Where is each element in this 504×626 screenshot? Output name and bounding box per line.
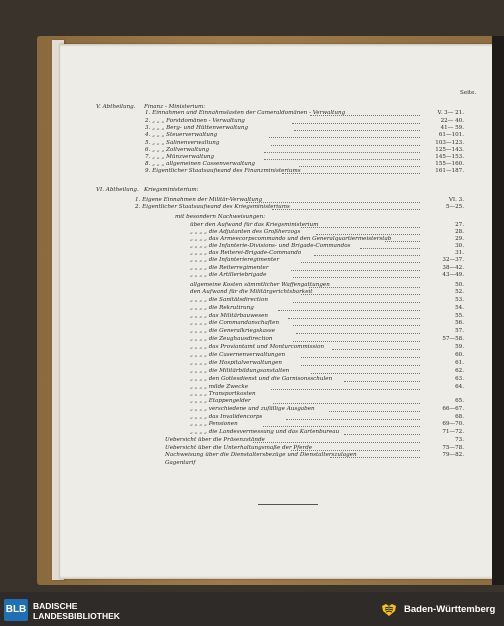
dot-leader xyxy=(264,158,420,160)
toc-entry: Uebersicht über die Präsenzstände xyxy=(165,437,265,443)
toc-page-number: 161—187. xyxy=(435,168,464,174)
toc-entry: Nachweisung über die Dienstaltersbezüge und Dienstalterszulagen xyxy=(165,452,357,458)
toc-page-number: 69—70. xyxy=(442,421,464,427)
toc-page-number: 5—25. xyxy=(445,204,464,210)
toc-entry: 3. „ „ „ Berg- und Hüttenverwaltung xyxy=(145,125,249,131)
toc-entry: allgemeine Kosten sämmtlicher Waffengattungen xyxy=(190,282,330,288)
dot-leader xyxy=(273,402,420,404)
toc-entry: 7. „ „ „ Münzverwaltung xyxy=(145,154,215,160)
toc-page-number: 52. xyxy=(455,289,464,295)
dot-leader xyxy=(293,276,420,278)
toc-page-number: 57. xyxy=(455,328,464,334)
toc-entry: 2. „ „ „ Forstdomänen - Verwaltung xyxy=(145,118,245,124)
toc-page-number: 155—160. xyxy=(435,161,464,167)
dot-leader xyxy=(309,286,420,288)
dot-leader xyxy=(272,208,420,210)
toc-page-number: 63. xyxy=(455,376,464,382)
state-name[interactable]: Baden-Württemberg xyxy=(404,604,496,615)
toc-page-number: 31. xyxy=(455,250,464,256)
toc-page-number: 54. xyxy=(455,305,464,311)
section-vi-label: VI. Abtheilung. xyxy=(96,187,139,193)
toc-page-number: 60. xyxy=(455,352,464,358)
toc-page-number: 50. xyxy=(455,282,464,288)
section-vi-title: Kriegsministerium: xyxy=(144,187,199,193)
toc-entry: 2. Eigentlicher Staatsaufwand des Kriegsministeriums xyxy=(135,204,290,210)
toc-page-number: 53. xyxy=(455,297,464,303)
toc-entry: Uebersicht über die Unterhaltungsmaße der Pferde xyxy=(165,445,313,451)
toc-page-number: VI. 3. xyxy=(448,197,464,203)
toc-entry: „ „ „ „ das Proviantamt und Monturcommission xyxy=(190,344,325,350)
toc-page-number: 73. xyxy=(455,437,464,443)
toc-entry: „ „ „ „ den Gottesdienst und die Garnisonsschulen xyxy=(190,376,333,382)
dot-leader xyxy=(310,114,420,116)
dot-leader xyxy=(282,172,420,174)
dot-leader xyxy=(301,226,420,228)
toc-entry: „ „ „ „ die Infanterie-Divisions- und Brigade-Commandos xyxy=(190,243,351,249)
toc-entry: 1. Eigene Einnahmen der Militär-Verwaltung xyxy=(135,197,263,203)
dot-leader xyxy=(291,449,420,451)
toc-page-number: 68. xyxy=(455,414,464,420)
dot-leader xyxy=(271,388,421,390)
toc-page-number: 75—78. xyxy=(442,445,464,451)
toc-entry: „ „ „ „ die Zeughausdirection xyxy=(190,336,273,342)
dot-leader xyxy=(291,269,420,271)
toc-entry: „ „ „ „ die Casernenverwaltungen xyxy=(190,352,286,358)
toc-entry: „ „ „ „ Transportkosten xyxy=(190,391,256,397)
book-spine xyxy=(492,36,504,585)
toc-entry: „ „ „ „ die Militärbildungsanstalten xyxy=(190,368,290,374)
toc-page-number: 43—49. xyxy=(442,272,464,278)
toc-entry: „ „ „ „ die Infanterieregimenter xyxy=(190,257,280,263)
toc-page-number: 64. xyxy=(455,384,464,390)
toc-entry: „ „ „ „ milde Zwecke xyxy=(190,384,249,390)
toc-page-number: 66—67. xyxy=(442,406,464,412)
toc-entry: „ „ „ „ die Landesvermessung und das Kartenbureau xyxy=(190,429,340,435)
dot-leader xyxy=(299,165,420,167)
dot-leader xyxy=(301,356,420,358)
toc-entry: „ „ „ „ die Artilleriebrigade xyxy=(190,272,267,278)
dot-leader xyxy=(296,332,420,334)
dot-leader xyxy=(288,317,420,319)
toc-page-number: 103—123. xyxy=(435,140,464,146)
toc-page-number: 22— 40. xyxy=(440,118,464,124)
dot-leader xyxy=(329,410,420,412)
toc-page-number: 32—37. xyxy=(442,257,464,263)
dot-leader xyxy=(294,129,420,131)
dot-leader xyxy=(344,433,420,435)
toc-entry: den Aufwand für die Militärgerichtsbarkeit xyxy=(190,289,313,295)
toc-entry: 1. Einnahmen und Einnahmslasten der Cameraldomänen - Verwaltung xyxy=(145,110,346,116)
toc-page-number: 38—42. xyxy=(442,265,464,271)
toc-entry: 6. „ „ „ Zollverwaltung xyxy=(145,147,210,153)
toc-entry: „ „ „ „ die Generalkriegskasse xyxy=(190,328,276,334)
toc-page-number: 71—72. xyxy=(442,429,464,435)
toc-page-number: V. 3— 21. xyxy=(437,110,464,116)
toc-page-number: 29. xyxy=(455,236,464,242)
dot-leader xyxy=(293,324,420,326)
toc-entry: „ „ „ „ die Reiterregimenter xyxy=(190,265,269,271)
dot-leader xyxy=(301,364,420,366)
toc-entry: 8. „ „ „ allgemeinen Cassenverwaltung xyxy=(145,161,256,167)
toc-page-number: 61—101. xyxy=(438,132,464,138)
page-column-header: Seite. xyxy=(460,90,477,96)
toc-entry: „ „ „ „ Pensionen xyxy=(190,421,238,427)
dot-leader xyxy=(360,247,420,249)
toc-entry: mit besondern Nachweisungen: xyxy=(175,214,266,220)
dot-leader xyxy=(293,301,420,303)
toc-entry: „ „ „ „ das Militärbauwesen xyxy=(190,313,269,319)
dot-leader xyxy=(253,441,420,443)
dot-leader xyxy=(314,254,420,256)
section-v-title: Finanz - Ministerium: xyxy=(144,104,206,110)
toc-page-number: 61. xyxy=(455,360,464,366)
dot-leader xyxy=(385,240,420,242)
toc-page-number: 79—82. xyxy=(442,452,464,458)
toc-entry: „ „ „ „ Etappengelder xyxy=(190,398,251,404)
dot-leader xyxy=(330,456,420,458)
toc-entry: „ „ „ „ die Sanitätsdirection xyxy=(190,297,268,303)
dot-leader xyxy=(271,144,420,146)
toc-page-number: 41— 59. xyxy=(440,125,464,131)
toc-page-number: 59. xyxy=(455,344,464,350)
dot-leader xyxy=(246,201,420,203)
toc-entry: Gagentarif xyxy=(165,460,196,466)
dot-leader xyxy=(301,261,420,263)
toc-entry: 9. Eigentlicher Staatsaufwand des Finanzministeriums xyxy=(145,168,301,174)
toc-page-number: 56. xyxy=(455,320,464,326)
toc-entry: 5. „ „ „ Salinenverwaltung xyxy=(145,140,220,146)
library-name-line2: LANDESBIBLIOTHEK xyxy=(33,611,120,621)
library-name-line1: BADISCHE xyxy=(33,601,78,611)
toc-entry: „ „ „ „ die Commandanschaften xyxy=(190,320,280,326)
toc-entry: „ „ „ „ das Invalidencorps xyxy=(190,414,263,420)
toc-page-number: 30. xyxy=(455,243,464,249)
dot-leader xyxy=(293,340,420,342)
end-rule xyxy=(258,504,318,505)
toc-entry: „ „ „ „ das Armeecorpscommando und den Generalquartiermeisterstab xyxy=(190,236,392,242)
section-v-label: V. Abtheilung. xyxy=(96,104,136,110)
dot-leader xyxy=(344,380,420,382)
toc-page-number: 145—153. xyxy=(435,154,464,160)
toc-page-number: 27. xyxy=(455,222,464,228)
toc-entry: „ „ „ „ das Reiterei-Brigade-Commando xyxy=(190,250,302,256)
dot-leader xyxy=(292,122,420,124)
dot-leader xyxy=(311,372,420,374)
toc-entry: „ „ „ „ die Hospitalverwaltungen xyxy=(190,360,283,366)
toc-page-number: 57—58. xyxy=(442,336,464,342)
toc-page-number: 65. xyxy=(455,398,464,404)
toc-entry: „ „ „ „ die Adjutanten des Großherzogs xyxy=(190,229,301,235)
toc-page-number: 125—143. xyxy=(435,147,464,153)
library-name[interactable] xyxy=(33,601,120,621)
blb-logo[interactable]: BLB xyxy=(4,599,28,621)
toc-entry: „ „ „ „ verschiedene und zufällige Ausgaben xyxy=(190,406,315,412)
dot-leader xyxy=(263,425,420,427)
toc-page-number: 55. xyxy=(455,313,464,319)
dot-leader xyxy=(301,293,420,295)
toc-page-number: 28. xyxy=(455,229,464,235)
toc-entry: „ „ „ „ die Rekrutirung xyxy=(190,305,254,311)
toc-page-number: 62. xyxy=(455,368,464,374)
dot-leader xyxy=(278,309,420,311)
dot-leader xyxy=(286,418,420,420)
dot-leader xyxy=(332,348,420,350)
toc-entry: über den Aufwand für das Kriegsministerium xyxy=(190,222,319,228)
dot-leader xyxy=(269,136,420,138)
state-emblem-icon xyxy=(380,603,398,617)
dot-leader xyxy=(316,233,420,235)
toc-entry: 4. „ „ „ Steuerverwaltung xyxy=(145,132,218,138)
dot-leader xyxy=(264,151,420,153)
